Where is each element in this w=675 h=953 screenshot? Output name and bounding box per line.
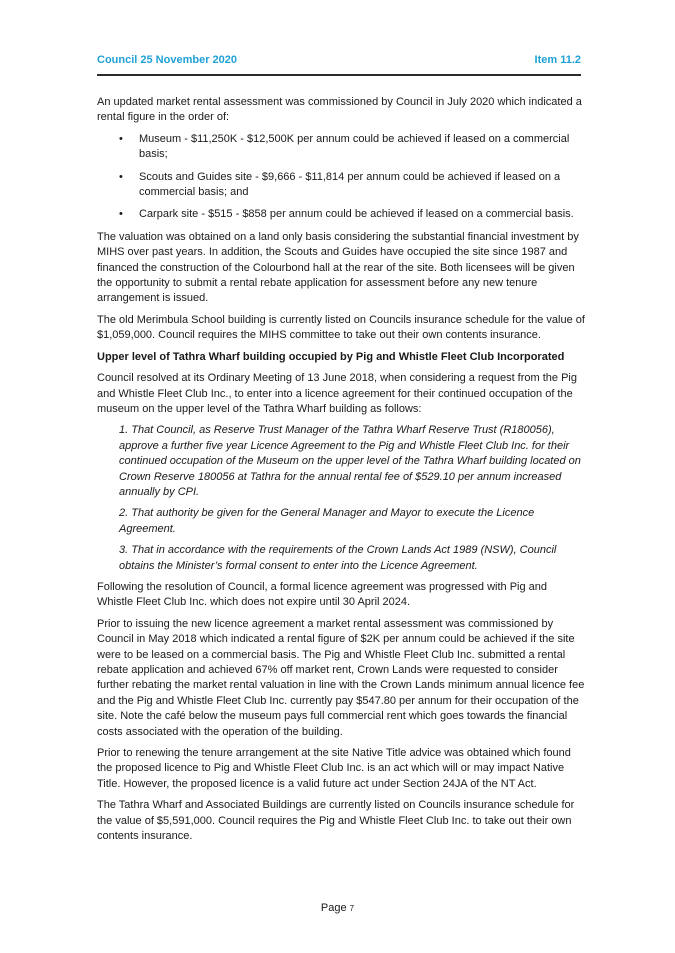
list-item-text: Museum - $11,250K - $12,500K per annum could be achieved if leased on a commercial basis; bbox=[139, 132, 570, 161]
page-header bbox=[97, 54, 581, 76]
intro-paragraph: An updated market rental assessment was commissioned by Council in July 2020 which indicated a rental figure in the order of: bbox=[97, 96, 582, 124]
market-rental-paragraph: Prior to issuing the new licence agreement a market rental assessment was commissioned by Council in May 2018 which indicated a rental figure of $2K per annum could be achieved if the site were to be leased on a commercial basis. The Pig and Whistle Fleet Club Inc. submitted a rental rebate application and achieved 67% off market rent, Crown Lands were requested to consider further rebating the market rental valuation in line with the Crown Lands minimum annual licence fee and the Pig and Whistle Fleet Club Inc. currently pay $547.80 per annum for their occupation of the site. Note the café below the museum pays full commercial rent which goes towards the financial costs associated with the operation of the building. bbox=[97, 617, 585, 738]
resolution-item: 3. That in accordance with the requirements of the Crown Lands Act 1989 (NSW), Council obtains the Minister’s formal consent to enter into the Licence Agreement. bbox=[119, 544, 557, 572]
valuation-paragraph: The valuation was obtained on a land only basis considering the substantial financial investment by MIHS over past years. In addition, the Scouts and Guides have occupied the site since 1987 and financed the construction of the Colourbond hall at the rear of the site. Both licensees will be given the opportunity to submit a rental rebate application for assessment before any new tenure arrangement is issued. bbox=[97, 230, 579, 305]
bullet-icon: • bbox=[119, 132, 123, 145]
document-body bbox=[97, 95, 585, 850]
native-title-paragraph: Prior to renewing the tenure arrangement at the site Native Title advice was obtained which found the proposed licence to Pig and Whistle Fleet Club Inc. is an act which will or may impact Native Title. However, the proposed licence is a valid future act under Section 24JA of the NT Act. bbox=[97, 747, 571, 790]
list-item-text: Carpark site - $515 - $858 per annum could be achieved if leased on a commercial basis. bbox=[139, 208, 574, 221]
page-number: 7 bbox=[349, 904, 355, 913]
list-item bbox=[97, 132, 585, 163]
rental-figure-list bbox=[97, 132, 585, 223]
school-insurance-paragraph: The old Merimbula School building is currently listed on Councils insurance schedule for the value of $1,059,000. Council requires the MIHS committee to take out their own contents insurance. bbox=[97, 313, 585, 342]
list-item bbox=[97, 207, 585, 222]
bullet-icon: • bbox=[119, 170, 123, 183]
licence-progress-paragraph: Following the resolution of Council, a formal licence agreement was progressed with Pig and Whistle Fleet Club Inc. which does not expire until 30 April 2024. bbox=[97, 580, 548, 609]
page-footer bbox=[0, 902, 675, 914]
wharf-insurance-paragraph: The Tathra Wharf and Associated Buildings are currently listed on Councils insurance schedule for the value of $5,591,000. Council requires the Pig and Whistle Fleet Club Inc. to take out their own contents insurance. bbox=[97, 799, 575, 843]
resolution-item: 1. That Council, as Reserve Trust Manager of the Tathra Wharf Reserve Trust (R180056), approve a further five year Licence Agreement to the Pig and Whistle Fleet Club Inc. for their continued occupation of the Museum on the upper level of the Tathra Wharf building located on Crown Reserve 180056 at Tathra for the annual rental fee of $529.10 per annum increased annually by CPI. bbox=[119, 424, 581, 498]
page-label: Page bbox=[320, 902, 347, 914]
resolution-intro-paragraph: Council resolved at its Ordinary Meeting of 13 June 2018, when considering a request from the Pig and Whistle Fleet Club Inc., to enter into a licence agreement for their continued occupation of the museum on the upper level of the Tathra Wharf building as follows: bbox=[97, 372, 577, 415]
list-item-text: Scouts and Guides site - $9,666 - $11,814 per annum could be achieved if leased on a commercial basis; and bbox=[139, 170, 561, 199]
list-item bbox=[97, 170, 585, 201]
bullet-icon: • bbox=[119, 208, 123, 221]
section-heading: Upper level of Tathra Wharf building occupied by Pig and Whistle Fleet Club Incorporated bbox=[97, 350, 565, 363]
resolution-item: 2. That authority be given for the General Manager and Mayor to execute the Licence Agreement. bbox=[119, 507, 535, 535]
meeting-date: Council 25 November 2020 bbox=[97, 54, 238, 66]
item-number: Item 11.2 bbox=[534, 54, 581, 66]
